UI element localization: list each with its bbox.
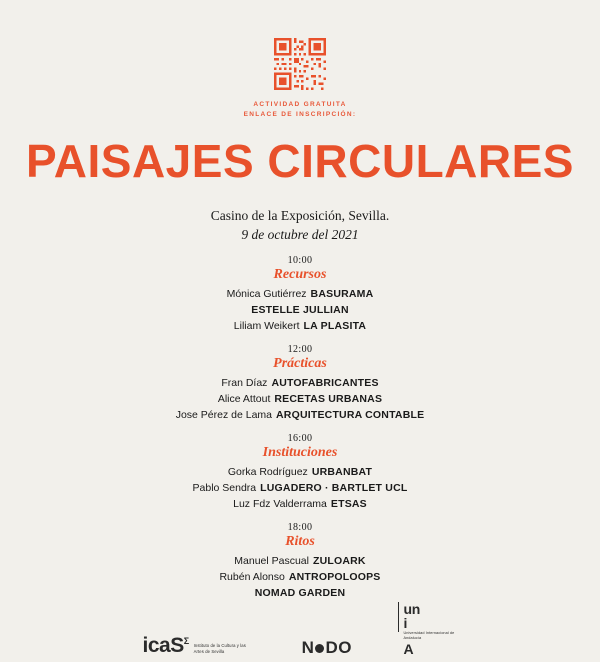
entry-person: Luz Fdz Valderrama — [233, 497, 327, 510]
page-title: PAISAJES CIRCULARES — [26, 135, 574, 188]
block-time: 16:00 — [287, 432, 313, 444]
entry-org: ARQUITECTURA CONTABLE — [276, 408, 425, 421]
unia-subtitle: Universidad Internacional de Andalucía — [403, 631, 455, 641]
entry-org: RECETAS URBANAS — [274, 392, 383, 405]
nodo-wordmark-right: DO — [325, 638, 352, 658]
program-block — [40, 344, 560, 424]
list-item — [40, 481, 560, 497]
list-item — [40, 465, 560, 481]
entry-person: Gorka Rodríguez — [227, 465, 308, 478]
list-item — [40, 408, 560, 424]
entry-org: ANTROPOLOOPS — [288, 570, 381, 583]
list-item — [40, 497, 560, 513]
block-name: Ritos — [285, 533, 315, 549]
block-name: Recursos — [273, 267, 327, 283]
entry-person: Manuel Pascual — [234, 554, 309, 567]
venue-text: Casino de la Exposición, Sevilla. — [210, 208, 390, 224]
logo-icas — [143, 635, 256, 656]
list-item — [40, 287, 560, 303]
list-item — [40, 319, 560, 335]
entry-org: ESTELLE JULLIAN — [251, 304, 349, 317]
entry-org: ZULOARK — [312, 554, 366, 567]
qr-code-icon[interactable] — [274, 38, 326, 90]
entry-person: Mónica Gutiérrez — [226, 288, 307, 301]
notice-line-2: ENLACE DE INSCRIPCIÓN: — [243, 111, 357, 119]
entry-org: AUTOFABRICANTES — [271, 376, 379, 389]
date-text: 9 de octubre del 2021 — [241, 227, 359, 243]
block-time: 12:00 — [287, 343, 313, 355]
list-item — [40, 303, 560, 319]
entry-person: Pablo Sendra — [192, 481, 257, 494]
program-block — [40, 255, 560, 335]
sponsor-logos — [40, 602, 560, 662]
free-activity-notice — [244, 100, 357, 120]
entry-person: Fran Díaz — [221, 376, 268, 389]
entry-org: LA PLASITA — [303, 320, 367, 333]
nodo-wordmark-left: N — [301, 638, 315, 658]
unia-line-3: A — [403, 640, 414, 657]
unia-line-1: un — [403, 600, 421, 617]
block-time: 10:00 — [287, 255, 313, 267]
entry-person: Rubén Alonso — [219, 570, 285, 583]
entry-org: LUGADERO · BARTLET UCL — [260, 481, 408, 494]
nodo-dot-icon — [315, 644, 324, 653]
entry-org: ETSAS — [330, 497, 367, 510]
list-item — [40, 554, 560, 570]
block-time: 18:00 — [287, 521, 313, 533]
logo-unia — [398, 602, 458, 657]
program-list — [40, 255, 560, 601]
list-item — [40, 586, 560, 602]
entry-org: URBANBAT — [311, 465, 373, 478]
entry-person: Jose Pérez de Lama — [175, 408, 273, 421]
icas-wordmark: icaS — [142, 634, 184, 658]
list-item — [40, 376, 560, 392]
list-item — [40, 392, 560, 408]
program-block — [40, 522, 560, 602]
entry-person: Alice Attout — [217, 392, 271, 405]
list-item — [40, 570, 560, 586]
unia-rule — [398, 602, 400, 632]
entry-org: NOMAD GARDEN — [254, 586, 346, 599]
notice-line-1: ACTIVIDAD GRATUITA — [253, 101, 347, 108]
unia-line-2: i — [403, 614, 408, 631]
entry-org: BASURAMA — [310, 288, 374, 301]
icas-sigma-icon: Σ — [183, 636, 189, 647]
block-name: Instituciones — [262, 444, 338, 460]
block-name: Prácticas — [273, 355, 327, 371]
icas-subtitle: Instituto de la Cultura y las Artes de Sevilla — [193, 642, 246, 654]
logo-nodo — [302, 639, 352, 656]
entry-person: Liliam Weikert — [233, 320, 300, 333]
program-block — [40, 433, 560, 513]
